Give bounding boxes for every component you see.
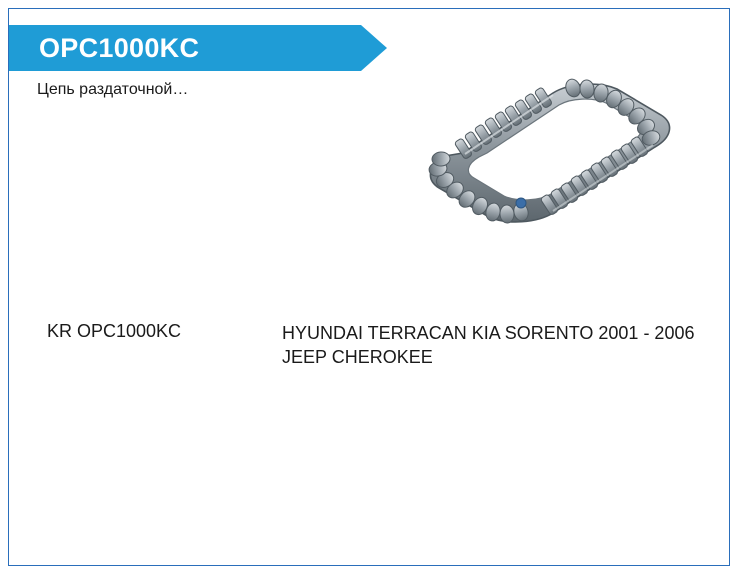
product-image <box>399 71 679 271</box>
vehicle-applications: HYUNDAI TERRACAN KIA SORENTO 2001 - 2006 JEEP CHEROKEE <box>282 323 695 367</box>
product-code-text: KR OPC1000KC <box>47 321 182 341</box>
product-code-banner <box>9 25 361 71</box>
product-code-title: OPC1000KC <box>39 32 200 63</box>
product-card <box>8 8 730 566</box>
banner-arrow-tip <box>361 25 387 71</box>
product-subtitle: Цепь раздаточной… <box>37 81 189 98</box>
chain-icon <box>399 71 679 271</box>
